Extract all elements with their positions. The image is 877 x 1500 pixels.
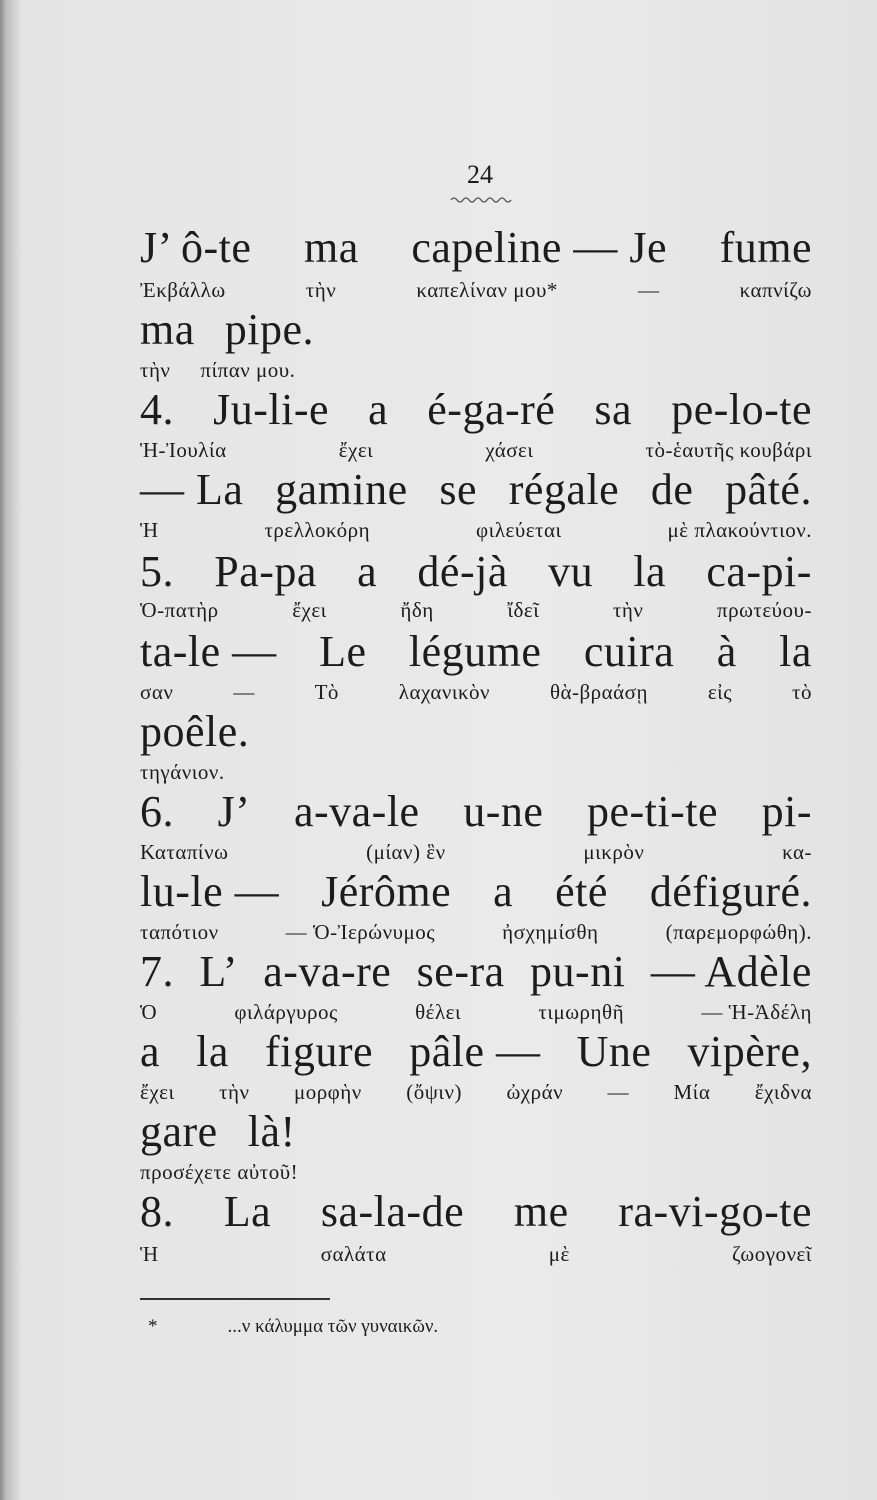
word: se-ra — [416, 947, 505, 996]
word: τρελλοκόρη — [264, 518, 371, 542]
word: τὴν — [612, 598, 644, 622]
word: régale — [508, 465, 620, 514]
word: poêle. — [140, 707, 250, 756]
word: (παρεμορφώθη). — [665, 920, 812, 944]
word: a-va-le — [293, 787, 420, 836]
word: ca-pi- — [706, 547, 812, 596]
word: Ἡ — [140, 1242, 159, 1266]
greek-line — [140, 920, 812, 945]
word: καπελίναν μου* — [416, 278, 558, 302]
word: τὸ-ἑαυτῆς κουβάρι — [645, 438, 812, 462]
french-line — [140, 706, 812, 757]
greek-line — [140, 278, 812, 303]
word: capeline — Je — [411, 223, 668, 272]
word: Pa-pa — [214, 547, 317, 596]
word: la — [196, 1027, 229, 1076]
word: a-va-re — [263, 947, 392, 996]
french-line — [140, 626, 812, 677]
word: vu — [548, 547, 594, 596]
greek-line — [140, 598, 812, 623]
word: légume — [408, 627, 542, 676]
french-line — [140, 384, 812, 435]
french-line — [140, 1106, 812, 1157]
word: μὲ πλακούντιον. — [667, 518, 812, 542]
word: ta-le — — [140, 627, 277, 676]
word: καπνίζω — [739, 278, 812, 302]
word: — Adèle — [650, 947, 812, 996]
word: χάσει — [485, 438, 534, 462]
word: pe-lo-te — [671, 385, 812, 434]
greek-line — [140, 680, 812, 705]
word: Ὁ — [140, 1000, 158, 1024]
word: μορφὴν — [293, 1080, 362, 1104]
word: — — [607, 1080, 630, 1104]
word: me — [513, 1187, 569, 1236]
word: (ὄψιν) — [406, 1080, 463, 1104]
word: ζωογονεῖ — [731, 1242, 812, 1266]
word: de — [650, 465, 694, 514]
word: a — [368, 385, 389, 434]
word: Le — [319, 627, 367, 676]
word: a — [493, 867, 514, 916]
word: là! — [247, 1107, 296, 1156]
word: πίπαν μου. — [200, 358, 296, 382]
word: dé-jà — [417, 547, 508, 596]
word: — — [637, 278, 660, 302]
word: σαν — [140, 680, 174, 704]
french-line — [140, 786, 812, 837]
word: Ἡ — [140, 518, 159, 542]
word: gare — [140, 1107, 218, 1156]
word: sa-la-de — [320, 1187, 465, 1236]
word: ἠσχημίσθη — [502, 920, 599, 944]
footnote-text: ...ν κάλυμμα τῶν γυναικῶν. — [227, 1316, 439, 1337]
word: figure — [265, 1027, 374, 1076]
word: κα- — [782, 840, 812, 864]
word: τὴν — [305, 278, 337, 302]
word: pe-ti-te — [586, 787, 719, 836]
word: La — [223, 1187, 272, 1236]
word: u-ne — [463, 787, 544, 836]
ornament-squiggle — [450, 196, 512, 204]
word: — La — [140, 465, 244, 514]
word: — Ἡ-Ἀδέλη — [701, 1000, 812, 1024]
french-line — [140, 222, 812, 273]
word: Ἡ-Ἰουλία — [140, 438, 227, 462]
word: 4. — [140, 385, 174, 434]
word: a — [140, 1027, 161, 1076]
greek-line — [140, 840, 812, 865]
word: 8. — [140, 1187, 174, 1236]
footnote-rule — [140, 1298, 330, 1300]
word: ma — [303, 223, 359, 272]
word: — Ὁ-Ἰερώνυμος — [285, 920, 436, 944]
word: pâté. — [725, 465, 812, 514]
word: μικρὸν — [583, 840, 645, 864]
word: Ὁ-πατὴρ — [140, 598, 219, 622]
word: fume — [719, 223, 812, 272]
word: la — [633, 547, 667, 596]
word: Τὸ — [314, 680, 339, 704]
word: πρωτεύου- — [717, 598, 812, 622]
french-line — [140, 1186, 812, 1237]
word: gamine — [275, 465, 408, 514]
word: ra-vi-go-te — [618, 1187, 812, 1236]
word: σαλάτα — [320, 1242, 387, 1266]
word: cuira — [583, 627, 675, 676]
word: se — [439, 465, 478, 514]
word: a — [357, 547, 378, 596]
word: — — [233, 680, 255, 704]
french-line — [140, 946, 812, 997]
word: ταπότιον — [140, 920, 219, 944]
greek-line — [140, 1080, 812, 1105]
word: L’ — [199, 947, 238, 996]
greek-line — [140, 1000, 812, 1025]
word: J’ ô-te — [140, 223, 252, 272]
french-line — [140, 866, 812, 917]
greek-line — [140, 1242, 812, 1267]
word: à — [716, 627, 737, 676]
word: é-ga-ré — [427, 385, 556, 434]
word: (μίαν) ἓν — [366, 840, 446, 864]
word: pâle — — [409, 1027, 541, 1076]
word: été — [555, 867, 608, 916]
word: J’ — [217, 787, 251, 836]
word: lu-le — — [140, 867, 280, 916]
word: Ἐκβάλλω — [140, 278, 226, 302]
word: τιμωρηθῆ — [538, 1000, 625, 1024]
greek-line — [140, 358, 812, 383]
word: τὸ — [792, 680, 812, 704]
word: vipère, — [687, 1027, 812, 1076]
word: προσέχετε αὐτοῦ! — [140, 1160, 299, 1184]
word: μὲ — [548, 1242, 570, 1266]
word: Ju-li-e — [213, 385, 330, 434]
word: θέλει — [415, 1000, 462, 1024]
greek-line — [140, 760, 812, 785]
word: défiguré. — [649, 867, 812, 916]
greek-line — [140, 438, 812, 463]
page-number: 24 — [467, 160, 493, 189]
word: φιλεύεται — [476, 518, 562, 542]
greek-line — [140, 1160, 812, 1185]
word: ἔχει — [338, 438, 374, 462]
word: τὴν — [140, 358, 171, 382]
word: ἴδεῖ — [507, 598, 540, 622]
word: λαχανικὸν — [398, 680, 491, 704]
word: 7. — [140, 947, 174, 996]
word: Jérôme — [321, 867, 452, 916]
word: ὠχράν — [506, 1080, 564, 1104]
word: φιλάργυρος — [234, 1000, 338, 1024]
french-line — [140, 546, 812, 597]
french-line — [140, 304, 812, 355]
word: ἔχιδνα — [754, 1080, 812, 1104]
word: ἔχει — [292, 598, 327, 622]
word: τὴν — [219, 1080, 250, 1104]
word: 5. — [140, 547, 174, 596]
word: 6. — [140, 787, 174, 836]
french-line — [140, 1026, 812, 1077]
word: τηγάνιον. — [140, 760, 225, 784]
word: pipe. — [224, 305, 315, 354]
word: θὰ-βραάσῃ — [549, 680, 648, 704]
footnote — [148, 1316, 438, 1338]
word: la — [779, 627, 812, 676]
word: Μία — [673, 1080, 711, 1104]
word: sa — [594, 385, 633, 434]
word: pi- — [761, 787, 812, 836]
footnote-mark: * — [148, 1316, 158, 1337]
word: ἔχει — [140, 1080, 175, 1104]
word: ἤδη — [400, 598, 434, 622]
word: ma — [140, 305, 195, 354]
word: Καταπίνω — [140, 840, 229, 864]
word: pu-ni — [530, 947, 626, 996]
word: εἰς — [707, 680, 733, 704]
word: Une — [576, 1027, 652, 1076]
french-line — [140, 464, 812, 515]
greek-line — [140, 518, 812, 543]
